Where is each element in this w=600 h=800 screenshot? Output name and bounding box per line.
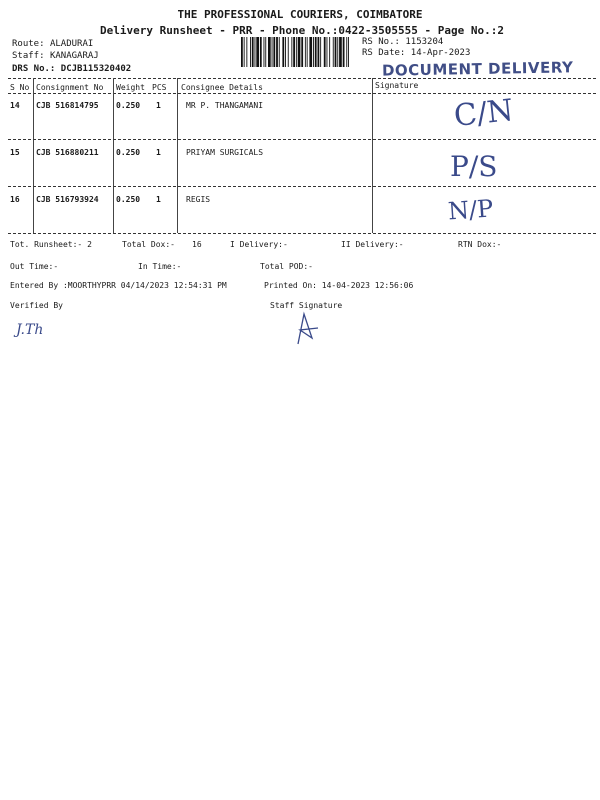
row1-sno: 14 (10, 101, 20, 110)
row1-rule (8, 139, 596, 140)
staff-signature-mark (290, 308, 330, 348)
runsheet-subtitle: Delivery Runsheet - PRR - Phone No.:0422-3505555 - Page No.:2 (100, 24, 504, 37)
row2-rule (8, 186, 596, 187)
row1-signature: C/N (452, 92, 515, 135)
table-bottom-rule (8, 233, 596, 234)
drs-value: DCJB115320402 (60, 64, 132, 74)
col-header-consignee: Consignee Details (181, 83, 263, 92)
col-header-pcs: PCS (152, 83, 167, 92)
col-header-sno: S No (10, 83, 30, 92)
staff-signature-label: Staff Signature (270, 301, 343, 310)
row3-signature: N/P (447, 194, 495, 226)
col-header-consignment: Consignment No (36, 83, 104, 92)
row3-sno: 16 (10, 195, 20, 204)
row2-sno: 15 (10, 148, 20, 157)
col-sep-3 (177, 78, 178, 233)
row1-weight: 0.250 (116, 101, 141, 110)
col-header-signature: Signature (375, 81, 419, 90)
row1-consignment: CJB 516814795 (36, 101, 99, 110)
in-time: In Time:- (138, 262, 182, 271)
entered-by: Entered By :MOORTHYPRR 04/14/2023 12:54:31 PM (10, 281, 227, 290)
row2-consignment: CJB 516880211 (36, 148, 99, 157)
row3-pcs: 1 (156, 195, 161, 204)
table-top-rule (8, 78, 596, 79)
total-pod: Total POD:- (260, 262, 313, 271)
staff-line (12, 51, 99, 61)
col-header-weight: Weight (116, 83, 145, 92)
total-dox-label: Total Dox:- (122, 240, 175, 249)
drs-line (12, 64, 131, 74)
route-value: ALADURAI (49, 39, 94, 49)
row2-weight: 0.250 (116, 148, 141, 157)
col-sep-1 (33, 78, 34, 233)
rs-no-value: 1153204 (405, 37, 444, 47)
col-sep-2 (113, 78, 114, 233)
row2-pcs: 1 (156, 148, 161, 157)
rs-no-line (362, 37, 443, 47)
row1-pcs: 1 (156, 101, 161, 110)
route-line (12, 39, 93, 49)
barcode-image (240, 37, 352, 69)
row3-consignee: REGIS (186, 195, 211, 204)
printed-on: Printed On: 14-04-2023 12:56:06 (264, 281, 414, 290)
staff-value: KANAGARAJ (49, 51, 99, 61)
company-title: THE PROFESSIONAL COURIERS, COIMBATORE (177, 8, 423, 21)
rtn-dox: RTN Dox:- (458, 240, 502, 249)
drs-label: DRS No.: (12, 64, 56, 74)
row2-consignee: PRIYAM SURGICALS (186, 148, 264, 157)
row2-signature: P/S (450, 150, 498, 183)
verified-signature: J.Th (16, 322, 44, 338)
out-time: Out Time:- (10, 262, 59, 271)
staff-label: Staff: (12, 51, 45, 61)
rs-date-value: 14-Apr-2023 (410, 48, 471, 58)
document-delivery-stamp: DOCUMENT DELIVERY (381, 58, 574, 80)
verified-by-label: Verified By (10, 301, 63, 310)
i-delivery: I Delivery:- (230, 240, 288, 249)
tot-runsheet: Tot. Runsheet:- 2 (10, 240, 92, 249)
row1-consignee: MR P. THANGAMANI (186, 101, 264, 110)
total-dox-value: 16 (192, 240, 202, 249)
col-sep-4 (372, 78, 373, 233)
rs-date-line (362, 48, 470, 58)
rs-date-label: RS Date: (362, 48, 406, 58)
ii-delivery: II Delivery:- (341, 240, 404, 249)
row3-weight: 0.250 (116, 195, 141, 204)
route-label: Route: (12, 39, 45, 49)
rs-no-label: RS No.: (362, 37, 400, 47)
row3-consignment: CJB 516793924 (36, 195, 99, 204)
